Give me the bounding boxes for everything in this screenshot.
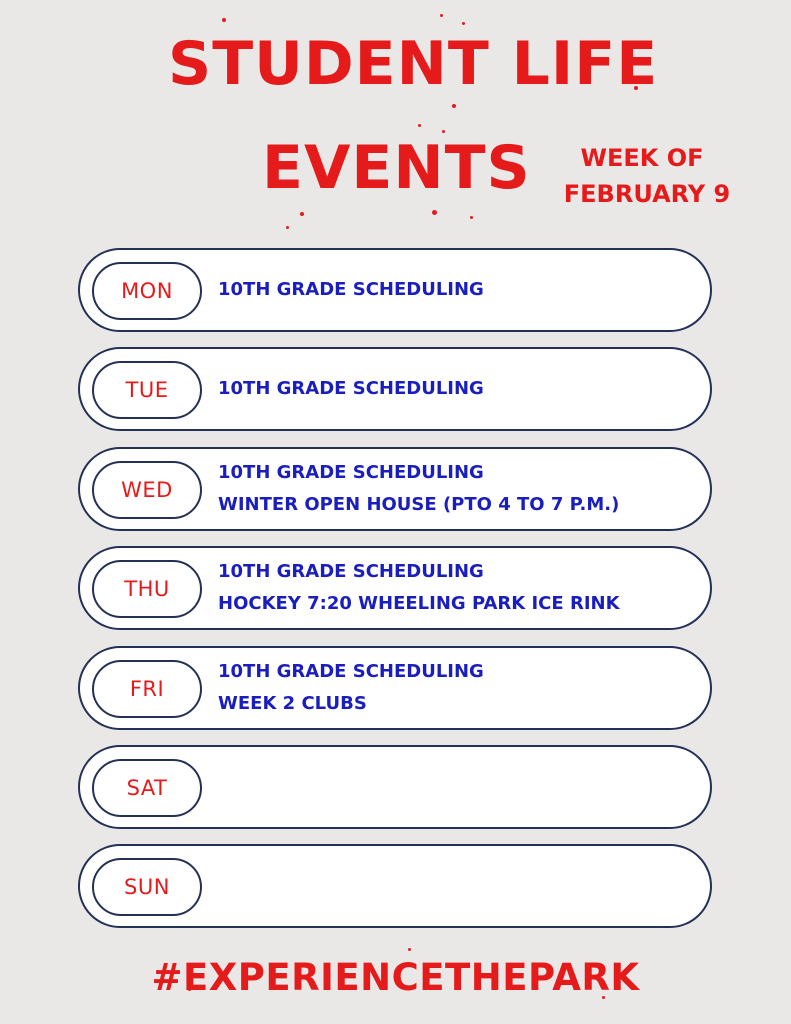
day-label: THU	[92, 560, 202, 618]
event-list	[218, 349, 484, 429]
day-row-tue	[78, 347, 712, 431]
day-label: WED	[92, 461, 202, 519]
splatter-dot	[418, 124, 421, 127]
splatter-dot	[452, 104, 456, 108]
event-item: 10TH GRADE SCHEDULING	[218, 462, 484, 483]
day-row-sat	[78, 745, 712, 829]
event-item: WINTER OPEN HOUSE (PTO 4 TO 7 P.M.)	[218, 494, 620, 515]
day-row-thu	[78, 546, 712, 630]
event-list	[218, 548, 620, 628]
day-row-wed	[78, 447, 712, 531]
page-title-line-1: STUDENT LIFE	[168, 29, 659, 99]
event-item: 10TH GRADE SCHEDULING	[218, 279, 484, 300]
day-label: TUE	[92, 361, 202, 419]
event-list	[218, 648, 484, 728]
day-label: FRI	[92, 660, 202, 718]
page-title-line-2: EVENTS	[262, 133, 531, 203]
splatter-dot	[286, 226, 289, 229]
splatter-dot	[408, 948, 411, 951]
day-label: SUN	[92, 858, 202, 916]
event-list	[218, 250, 484, 330]
splatter-dot	[300, 212, 304, 216]
event-item: 10TH GRADE SCHEDULING	[218, 378, 484, 399]
splatter-dot	[462, 22, 465, 25]
day-label: MON	[92, 262, 202, 320]
hashtag-text: #EXPERIENCETHEPARK	[151, 956, 640, 999]
splatter-dot	[440, 14, 443, 17]
event-item: WEEK 2 CLUBS	[218, 693, 367, 714]
day-row-mon	[78, 248, 712, 332]
day-label: SAT	[92, 759, 202, 817]
splatter-dot	[432, 210, 437, 215]
splatter-dot	[222, 18, 226, 22]
week-date-label: FEBRUARY 9	[563, 180, 731, 208]
event-list	[218, 449, 619, 529]
event-item: 10TH GRADE SCHEDULING	[218, 561, 484, 582]
event-item: 10TH GRADE SCHEDULING	[218, 661, 484, 682]
splatter-dot	[470, 216, 473, 219]
day-row-fri	[78, 646, 712, 730]
week-of-label: WEEK OF	[580, 144, 704, 172]
event-item: HOCKEY 7:20 WHEELING PARK ICE RINK	[218, 593, 620, 614]
day-row-sun	[78, 844, 712, 928]
